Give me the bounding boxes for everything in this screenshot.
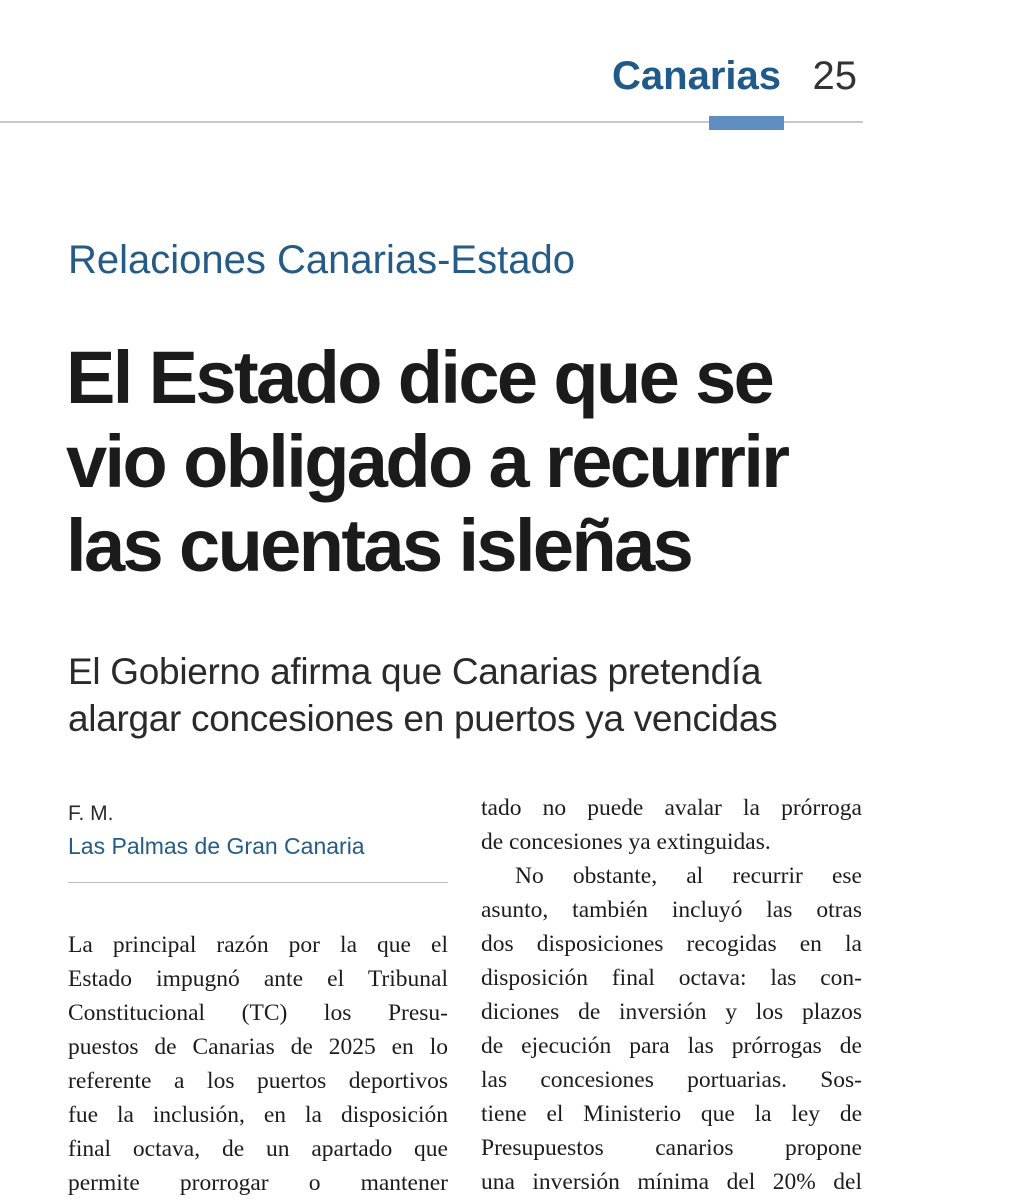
byline-divider xyxy=(68,882,448,883)
body-line: dos disposiciones recogidas en la xyxy=(481,931,862,957)
body-line: La principal razón por la que el xyxy=(68,932,448,958)
headline-line: vio obligado a recurrir xyxy=(66,420,788,503)
section-tab-marker xyxy=(709,116,784,130)
body-line: diciones de inversión y los plazos xyxy=(481,999,862,1025)
body-line: las concesiones portuarias. Sos- xyxy=(481,1067,862,1093)
body-line: una inversión mínima del 20% del xyxy=(481,1169,862,1195)
byline-author: F. M. xyxy=(68,802,114,825)
subtitle-line: alargar concesiones en puertos ya vencidas xyxy=(68,698,778,739)
body-column-left xyxy=(68,928,448,1200)
body-line: asunto, también incluyó las otras xyxy=(481,897,862,923)
article-headline xyxy=(66,336,866,588)
body-line: No obstante, al recurrir ese xyxy=(515,863,862,889)
body-line: Constitucional (TC) los Presu- xyxy=(68,1000,448,1026)
body-line: permite prorrogar o mantener xyxy=(68,1170,448,1196)
headline-line: las cuentas isleñas xyxy=(66,504,692,587)
body-line: tado no puede avalar la prórroga xyxy=(481,795,862,821)
subtitle-line: El Gobierno afirma que Canarias pretendía xyxy=(68,651,762,692)
page-number: 25 xyxy=(812,54,857,98)
body-line: fue la inclusión, en la disposición xyxy=(68,1102,448,1128)
article-kicker: Relaciones Canarias-Estado xyxy=(68,238,575,282)
body-line: disposición final octava: las con- xyxy=(481,965,862,991)
body-column-right xyxy=(481,791,862,1199)
body-line: de ejecución para las prórrogas de xyxy=(481,1033,862,1059)
body-line: Estado impugnó ante el Tribunal xyxy=(68,966,448,992)
section-name: Canarias xyxy=(612,54,781,98)
body-line: Presupuestos canarios propone xyxy=(481,1135,862,1161)
article-subtitle xyxy=(68,648,868,742)
byline-location: Las Palmas de Gran Canaria xyxy=(68,833,365,859)
body-line: puestos de Canarias de 2025 en lo xyxy=(68,1034,448,1060)
body-line: tiene el Ministerio que la ley de xyxy=(481,1101,862,1127)
body-line: final octava, de un apartado que xyxy=(68,1136,448,1162)
body-line: referente a los puertos deportivos xyxy=(68,1068,448,1094)
headline-line: El Estado dice que se xyxy=(66,336,773,419)
body-line: de concesiones ya extinguidas. xyxy=(481,829,771,855)
